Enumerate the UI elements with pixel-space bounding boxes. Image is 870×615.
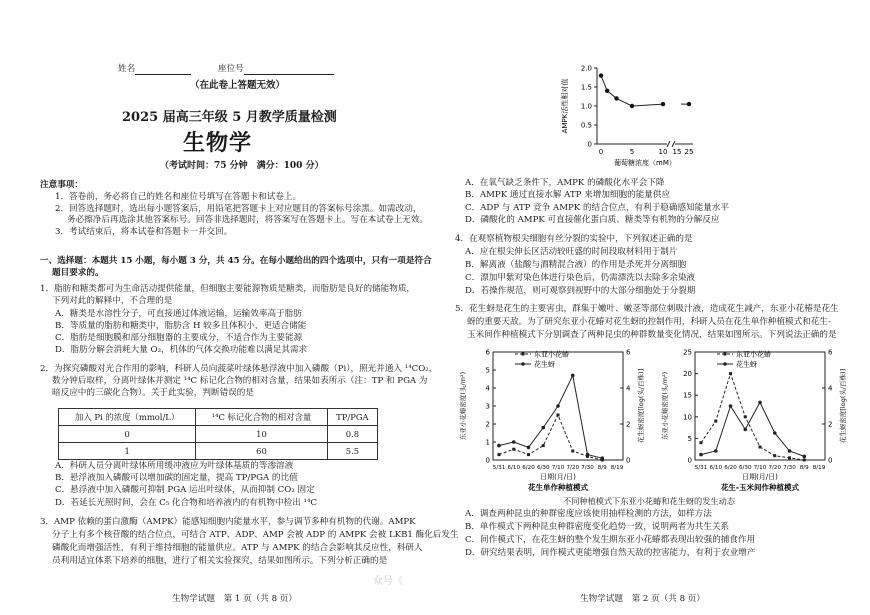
- x-tick-label: 5: [629, 148, 635, 156]
- x-tick-label: 6/20: [522, 465, 535, 471]
- legend-label: 东亚小花蝽: [736, 350, 771, 359]
- section-heading-2: 题目要求的。: [52, 268, 104, 278]
- aphid-point: [802, 455, 806, 459]
- q4-stem: 4．在观察植物根尖细胞有丝分裂的实验中，下列叙述正确的是: [455, 234, 693, 244]
- q3-option: B．AMPK 通过直接水解 ATP 来增加细胞的能量供应: [465, 190, 671, 200]
- table-header: 加入 Pi 的浓度（mmol/L）: [59, 409, 196, 426]
- bug-point: [788, 456, 791, 459]
- y2-tick-label: 0: [828, 456, 833, 465]
- aphid-point: [773, 431, 777, 435]
- q5-option: D．研究结果表明，间作模式更能增强自然天敌的控害能力，有利于农业增产: [465, 548, 756, 558]
- q4-option: C．漂加甲紫对染色体进行染色后，仍需漂洗以去除多余染液: [465, 273, 696, 283]
- q4-option: D．若操作规范，则可观察到视野中的大部分细胞处于分裂期: [465, 286, 696, 296]
- x-tick-label: 0: [598, 148, 604, 156]
- x-axis-label: 日期(月/日): [742, 473, 778, 481]
- bug-point: [744, 415, 747, 418]
- exam-info: （考试时间：75 分钟 满分：100 分）: [160, 161, 324, 171]
- bug-point: [773, 454, 776, 457]
- y2-tick-label: 0: [626, 456, 631, 465]
- table-row: [59, 426, 378, 443]
- aphid-point: [600, 456, 604, 460]
- aphid-point: [699, 453, 703, 457]
- y2-axis-label: 花生蚜密度[log(头/百株)]: [839, 368, 847, 444]
- y2-tick-label: 4: [626, 384, 631, 393]
- y-axis-label: 东亚小花蝽密度(头/m²): [459, 371, 467, 441]
- name-blank: [135, 74, 191, 75]
- right-page: [373, 0, 870, 615]
- ampk-point: [630, 104, 634, 108]
- q2-stem: 2．为探究磷酸对光合作用的影响，科研人员向菠菜叶绿体悬浮液中加入磷酸（Pi），照光并通入 ¹⁴CO₂，: [40, 364, 438, 374]
- bug-point: [759, 446, 762, 449]
- q3-option: D．磷酸化的 AMPK 可直接催化蛋白质、糖类等有机物的分解反应: [465, 215, 720, 225]
- q4-option: A．应在根尖伸长区活动较旺盛的时间段取材料用于制片: [465, 247, 678, 257]
- q2-stem-3: 暗反应中的三碳化合物）。关于此实验，判断错误的是: [52, 388, 254, 398]
- aphid-point: [556, 404, 560, 408]
- y-tick-label: 0: [687, 456, 692, 465]
- q2-table: [58, 408, 378, 460]
- q5-option: B．单作模式下两种昆虫种群密度变化趋势一致，说明两者为共生关系: [465, 522, 730, 532]
- x-tick-label: 6/20: [724, 465, 737, 471]
- aphid-point: [743, 428, 747, 432]
- table-header: ¹⁴C 标记化合物的相对含量: [196, 409, 328, 426]
- y-tick-label: 1: [485, 438, 490, 447]
- bug-point: [700, 441, 703, 444]
- y2-tick-label: 6: [626, 348, 631, 357]
- x-tick-label: 8/19: [812, 465, 826, 471]
- bug-point: [512, 448, 515, 451]
- q1-option: A．糖类是水溶性分子，可直接通过体液运输，运输效率高于脂肪: [55, 309, 302, 319]
- bug-point: [498, 453, 501, 456]
- y2-axis-label: 花生蚜密度[log(头/百株)]: [637, 368, 645, 444]
- x-tick-label: 15: [672, 148, 682, 156]
- ampk-point: [599, 73, 603, 77]
- bug-point: [714, 420, 717, 423]
- x-tick-label: 7/30: [783, 465, 796, 471]
- aphid-point: [758, 401, 762, 405]
- legend-label: 花生蚜: [736, 360, 757, 369]
- x-tick-label: 6/30: [536, 465, 550, 471]
- y2-tick-label: 4: [828, 384, 833, 393]
- ampk-chart: [555, 60, 705, 172]
- bug-point: [527, 453, 530, 456]
- legend-swatch-bug: [522, 353, 525, 356]
- legend-swatch-aphid: [521, 362, 525, 366]
- x-tick-label: 25: [684, 148, 694, 156]
- page-footer: 生物学试题 第 1 页（共 8 页）: [172, 594, 297, 604]
- q3-stem: 3．AMP 依赖的蛋白激酶（AMPK）能感知细胞内能量水平，参与调节多种有机物的代谢。AMPK: [40, 517, 416, 527]
- x-tick-label: 7/30: [581, 465, 594, 471]
- watermark: 众号《: [373, 576, 403, 587]
- x-tick-label: 8/9: [799, 465, 809, 471]
- x-tick-label: 7/20: [768, 465, 782, 471]
- legend-swatch-bug: [724, 353, 727, 356]
- x-tick-label: 10: [658, 148, 668, 156]
- seat-blank: [244, 74, 334, 75]
- q2-option: C．悬浮液中加入磷酸可抑制 PGA 运出叶绿体，从而抑制 CO₂ 固定: [55, 485, 315, 495]
- y-axis-label: AMPK活性相对值: [561, 78, 569, 134]
- q3-stem-2: 分子上有多个核苷酸的结合位点，可结合 ATP、ADP、AMP 会被 ADP 的 AMPK 会被 LKB1 酶化后发生: [52, 530, 459, 540]
- table-cell: 0: [59, 426, 196, 443]
- aphid-point: [527, 446, 531, 450]
- instruction-item: 3．考试结束后，将本试卷和答题卡一并交回。: [55, 227, 233, 237]
- y-tick-label: 10: [683, 413, 692, 422]
- table-cell: 60: [196, 443, 328, 460]
- aphid-point: [497, 444, 501, 448]
- q3-option: C．ADP 与 ATP 竞争 AMPK 的结合位点，有利于稳确感知能量水平: [465, 203, 730, 213]
- table-cell: 1: [59, 443, 196, 460]
- y-tick-label: 5: [687, 434, 692, 443]
- bug-point: [571, 450, 574, 453]
- ampk-point: [687, 102, 691, 106]
- x-axis-label: 日期(月/日): [540, 473, 576, 481]
- y-tick-label: 15: [683, 391, 692, 400]
- aphid-point: [571, 374, 575, 378]
- x-axis-label: 葡萄糖浓度（mM）: [614, 159, 676, 167]
- legend-label: 花生蚜: [534, 360, 555, 369]
- aphid-point: [714, 449, 718, 453]
- chart-title: 花生-玉米间作种植模式: [720, 483, 800, 492]
- q2-option: B．悬浮液加入磷酸可以增加碳的固定量，提高 TP/PGA 的比值: [55, 473, 298, 483]
- axis-break: [667, 141, 675, 147]
- aphid-series-line: [499, 375, 602, 458]
- x-tick-label: 7/10: [753, 465, 767, 471]
- figure-caption: 不同种植模式下东亚小花蝽和花生蚜的发生动态: [563, 496, 735, 506]
- x-tick-label: 8/19: [610, 465, 624, 471]
- table-header: TP/PGA: [327, 409, 377, 426]
- aphid-point: [541, 426, 545, 430]
- q2-option: A．科研人员分离叶绿体所用缓冲液应为叶绿体基质的等渗溶液: [55, 461, 294, 471]
- y-tick-label: 4: [485, 384, 490, 393]
- legend-swatch-aphid: [723, 362, 727, 366]
- q5-option: C．间作模式下，在花生蚜的整个发生期东亚小花蝽都表现出较强的捕食作用: [465, 535, 756, 545]
- plot-frame: [695, 352, 825, 460]
- seat-label: 座位号: [218, 64, 244, 74]
- table-cell: 10: [196, 426, 328, 443]
- y-tick-label: 1.5: [580, 83, 592, 92]
- ampk-point: [614, 96, 618, 100]
- x-tick-label: 6/30: [738, 465, 752, 471]
- q1-option: C．脂肪是细胞膜和部分细胞器的主要成分，不适合作为主要能源: [55, 333, 303, 343]
- subject-title: 生物学: [183, 130, 253, 156]
- name-field: [118, 64, 191, 75]
- instructions-heading: 注意事项：: [40, 180, 83, 190]
- y-tick-label: 25: [683, 348, 692, 357]
- y2-tick-label: 2: [828, 420, 833, 429]
- y-tick-label: 1.0: [580, 102, 592, 111]
- x-tick-label: 5/31: [492, 465, 506, 471]
- name-label: 姓名: [118, 64, 136, 74]
- table-cell: 0.8: [327, 426, 377, 443]
- aphid-point: [512, 440, 516, 444]
- q3-stem-3: 磷酸化而增强活性，有利于维持细胞的能量供应。ATP 与 AMPK 的结合会影响其反应性，科研人: [52, 543, 423, 553]
- bug-point: [729, 372, 732, 375]
- y-tick-label: 3: [485, 402, 490, 411]
- x-tick-label: 6/10: [507, 465, 521, 471]
- aphid-series-line: [701, 402, 804, 456]
- y-tick-label: 6: [485, 348, 490, 357]
- x-tick-label: 5/31: [694, 465, 708, 471]
- ampk-point: [605, 89, 609, 93]
- seat-field: [218, 64, 334, 75]
- aphid-point: [586, 453, 590, 457]
- legend-label: 东亚小花蝽: [534, 350, 569, 359]
- q2-option: D．若延长光照时间，会在 C₅ 化合物和培养液内的有机物中检出 ¹⁴C: [55, 498, 318, 508]
- table-header-row: [59, 409, 378, 426]
- notice: （在此卷上答题无效）: [190, 80, 286, 91]
- instruction-item: 2．回答选择题时，选出每小题答案后，用铅笔把答题卡上对应题目的答案标号涂黑。如需改动，: [55, 204, 422, 214]
- instruction-item: 务必擦净后再选涂其他答案标号。回答非选择题时，将答案写在答题卡上。写在本试卷上无效。: [67, 215, 428, 225]
- table-cell: 5.5: [327, 443, 377, 460]
- y-tick-label: 0: [587, 140, 592, 149]
- x-tick-label: 7/10: [551, 465, 565, 471]
- x-tick-label: 6/10: [709, 465, 723, 471]
- q5-stem-2: 蚜的重要天敌。为了研究东亚小花蝽对花生蚜的控制作用，科研人员在花生单作种植模式和花生-: [467, 317, 831, 327]
- q2-stem-2: 数分钟后取样，分离叶绿体并测定 ¹⁴C 标记化合物的相对含量，结果如表所示（注：TP 和 PGA 为: [52, 376, 428, 386]
- q5-stem: 5．花生蚜是花生的主要害虫，群集于嫩叶、嫩茎等部位刺吸汁液，造成花生减产，东亚小花椿是花生: [455, 304, 839, 314]
- q1-stem-2: 下列对此的解释中，不合理的是: [52, 296, 173, 306]
- monoculture-chart: [455, 342, 655, 494]
- section-heading: 一、选择题：本题共 15 小题，每小题 3 分，共 45 分。在每小题给出的四个选项中，只有一项是符合: [40, 256, 432, 266]
- y-tick-label: 5: [485, 366, 490, 375]
- exam-title: 2025 届高三年级 5 月教学质量检测: [122, 110, 337, 125]
- bug-point: [557, 414, 560, 417]
- y-tick-label: 2.0: [580, 64, 592, 73]
- x-tick-label: 8/9: [597, 465, 607, 471]
- x-tick-label: 7/20: [566, 465, 580, 471]
- q3-option: A．在氧气缺乏条件下，AMPK 的磷酸化水平会下降: [465, 178, 665, 188]
- y2-tick-label: 2: [626, 420, 631, 429]
- q5-option: A．调查两种昆虫的种群密度应该使用抽样检测的方法，如样方法: [465, 509, 712, 519]
- y-tick-label: 2: [485, 420, 490, 429]
- y2-tick-label: 6: [828, 348, 833, 357]
- table-row: [59, 443, 378, 460]
- y-tick-label: 20: [683, 370, 692, 379]
- ampk-series-line: [601, 76, 663, 106]
- bug-point: [542, 444, 545, 447]
- y-axis-label: 东亚小花蝽密度(头/m²): [661, 371, 669, 441]
- aphid-point: [729, 404, 733, 408]
- ampk-point: [661, 102, 665, 106]
- aphid-point: [788, 449, 792, 453]
- q1-option: D．脂肪分解会消耗大量 O₂，机体的气体交换功能难以满足其需求: [55, 345, 308, 355]
- y-tick-label: 0.5: [580, 121, 592, 130]
- q1-option: B．等质量的脂肪和糖类中，脂肪含 H 较多且体积小，更适合储能: [55, 321, 307, 331]
- intercrop-chart: [657, 342, 867, 494]
- q5-stem-3: 玉米间作种植模式下分别调查了两种昆虫的种群数量变化情况，结果如图所示。下列说法正确的是: [467, 330, 837, 340]
- instruction-item: 1．答卷前，务必将自己的姓名和座位号填写在答题卡和试卷上。: [55, 192, 302, 202]
- bug-point: [803, 459, 806, 462]
- q3-stem-4: 员利用适宜体系下培养的细胞，进行了相关实验探究，结果如图所示。下列分析正确的是: [52, 556, 388, 566]
- y-tick-label: 0: [485, 456, 490, 465]
- page-footer: 生物学试题 第 2 页（共 8 页）: [580, 594, 705, 604]
- q4-option: B．解离液（盐酸与酒精混合液）的作用是杀死并分离细胞: [465, 260, 687, 270]
- chart-title: 花生单作种植模式: [528, 483, 588, 492]
- q1-stem: 1．脂肪和糖类都可为生命活动提供能量，但细胞主要能源物质是糖类，而脂肪是良好的储能物质，: [40, 284, 416, 294]
